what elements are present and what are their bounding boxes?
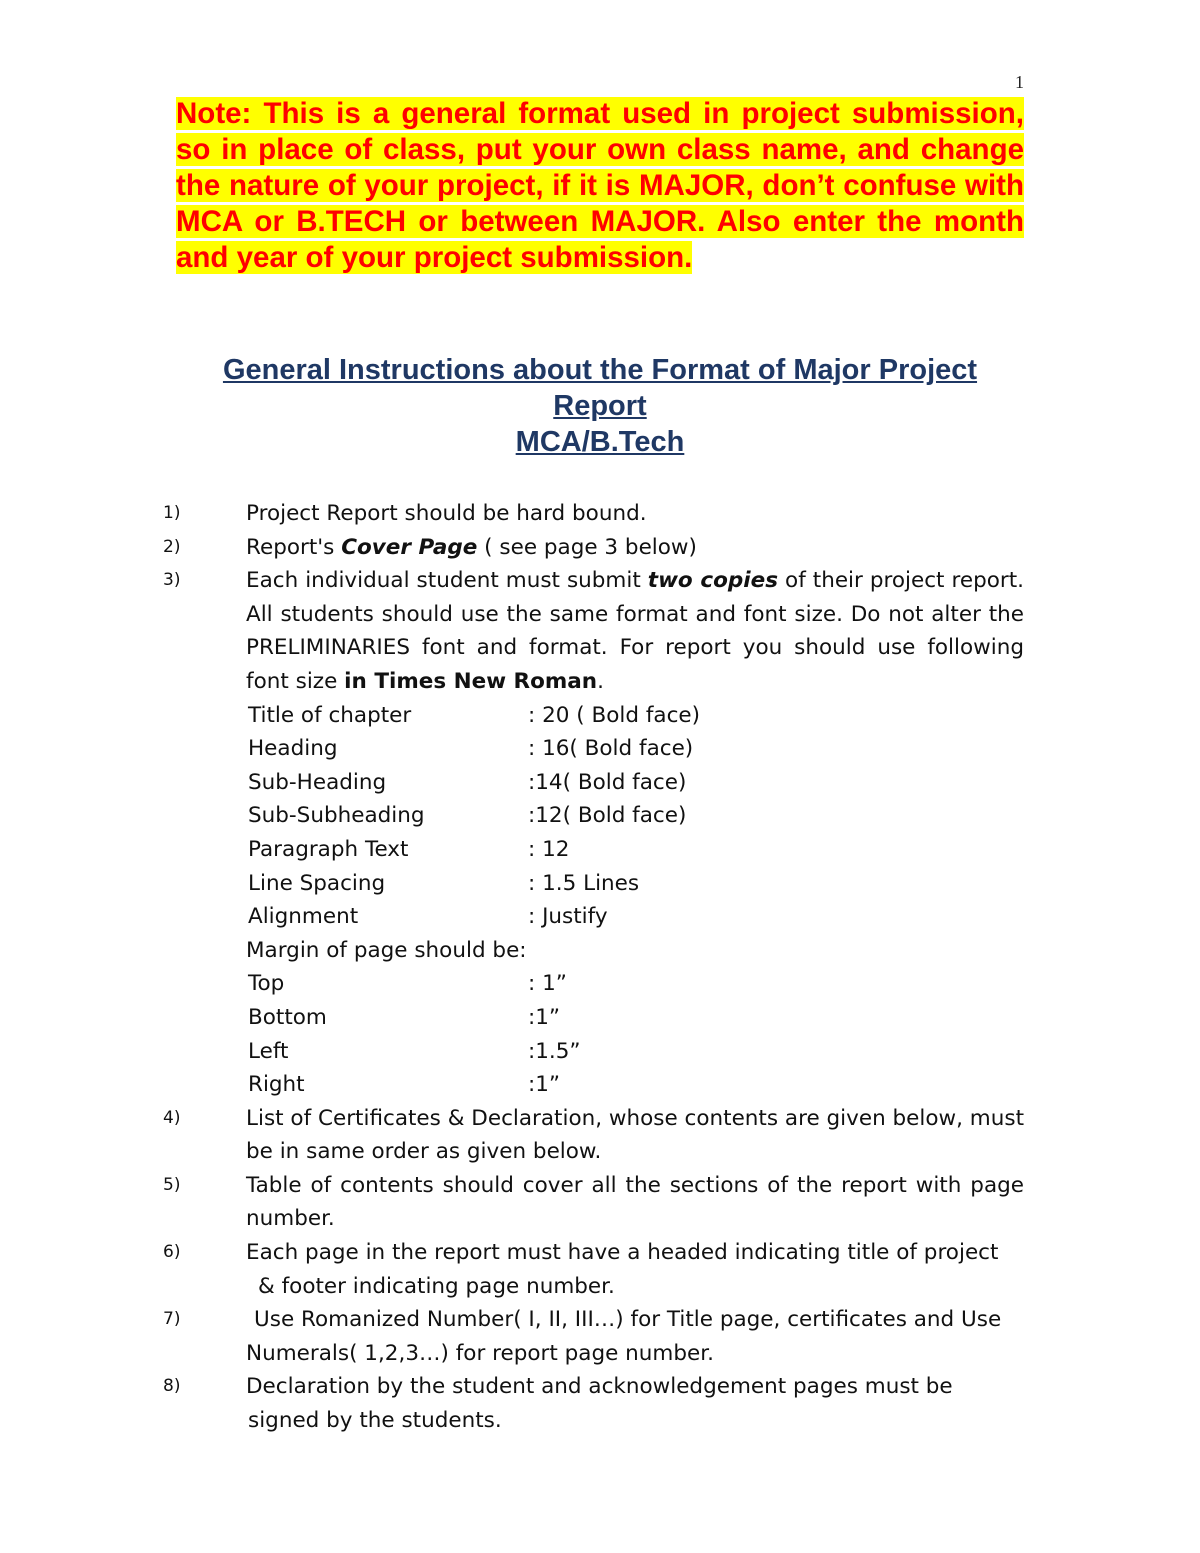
margin-value: :1” [528,1004,561,1030]
item-number: 6) [163,1242,181,1263]
heading-line-2: Report [553,390,647,422]
margin-row [176,1068,1024,1102]
font-size-row [176,699,1024,733]
font-size-value: :14( Bold face) [528,769,687,795]
margin-label: Margin of page should be: [246,937,527,963]
font-size-label: Line Spacing [248,870,386,896]
margin-heading [176,934,1024,968]
margin-side: Top [248,971,285,997]
item-number: 7) [163,1309,181,1330]
page-number: 1 [1015,72,1024,92]
item-text: List of Certificates & Declaration, whose contents are given below, must be in same order as given below. [246,1105,1024,1165]
item-text: . [597,668,604,694]
item-emphasis: Cover Page [341,534,478,560]
font-size-label: Paragraph Text [248,836,409,862]
font-size-row [176,867,1024,901]
font-size-label: Sub-Heading [248,769,387,795]
font-size-value: : 1.5 Lines [528,870,640,896]
item-bold: Times New Roman [374,668,598,694]
item-text-continued: & footer indicating page number. [258,1273,615,1299]
document-heading [176,352,1024,460]
item-text: Each page in the report must have a headed indicating title of project [246,1240,999,1266]
margin-value: :1” [528,1072,561,1098]
note-paragraph [176,96,1024,276]
list-item [163,1370,1024,1437]
list-item [163,497,1024,531]
font-size-row [176,900,1024,934]
list-item [163,1236,1024,1303]
heading-line-3: MCA/B.Tech [515,426,685,458]
heading-line-1: General Instructions about the Format of Major Project [222,354,978,386]
font-size-row [176,833,1024,867]
margin-row [176,1035,1024,1069]
item-text: Report's [246,534,342,560]
font-size-label: Alignment [248,904,359,930]
list-item [163,1102,1024,1169]
item-text: Use Romanized Number( I, II, III…) for Title page, certificates and Use [254,1307,1002,1333]
font-size-value: : 20 ( Bold face) [528,702,701,728]
item-number: 3) [163,570,181,591]
list-item [163,1303,1024,1370]
item-number: 2) [163,536,181,557]
item-in: in [344,668,375,694]
font-size-label: Title of chapter [248,702,412,728]
font-size-value: : 16( Bold face) [528,736,694,762]
font-size-label: Sub-Subheading [248,803,425,829]
font-size-value: : Justify [528,904,608,930]
margin-side: Bottom [248,1004,327,1030]
font-size-row [176,732,1024,766]
margin-side: Left [248,1038,289,1064]
instruction-list [163,497,1024,1438]
margin-value: : 1” [528,971,567,997]
item-text-continued: signed by the students. [248,1408,502,1434]
item-number: 5) [163,1174,181,1195]
margin-side: Right [248,1072,305,1098]
item-text: Table of contents should cover all the sections of the report with page number. [246,1172,1024,1232]
list-item [163,531,1024,565]
item-text-continued: Numerals( 1,2,3…) for report page number. [246,1340,714,1366]
list-item [163,564,1024,698]
font-size-label: Heading [248,736,338,762]
item-number: 1) [163,503,181,523]
font-size-row [176,799,1024,833]
margin-value: :1.5” [528,1038,581,1064]
note-text: Note: This is a general format used in project submission, so in place of class, put your own class name, and change the nature of your project, if it is MAJOR, don’t confuse with MCA or B.TECH or between MAJOR. Also enter the month and year of your project submission. [176,97,1024,275]
item-text: of their project report. All students should use the same format and font size. Do not alter the PRELIMINARIES font and format. For report you should use following font size [246,568,1024,694]
font-size-value: :12( Bold face) [528,803,687,829]
font-size-value: : 12 [528,836,570,862]
item-text: Project Report should be hard bound. [246,501,647,526]
font-size-row [176,766,1024,800]
margin-row [176,967,1024,1001]
item-number: 8) [163,1376,181,1397]
item-text: Each individual student must submit [246,568,648,594]
margin-row [176,1001,1024,1035]
item-number: 4) [163,1107,181,1128]
item-emphasis: two copies [647,568,779,594]
item-text: Declaration by the student and acknowledgement pages must be [246,1374,953,1400]
item-text: ( see page 3 below) [477,534,697,560]
list-item [163,1169,1024,1236]
